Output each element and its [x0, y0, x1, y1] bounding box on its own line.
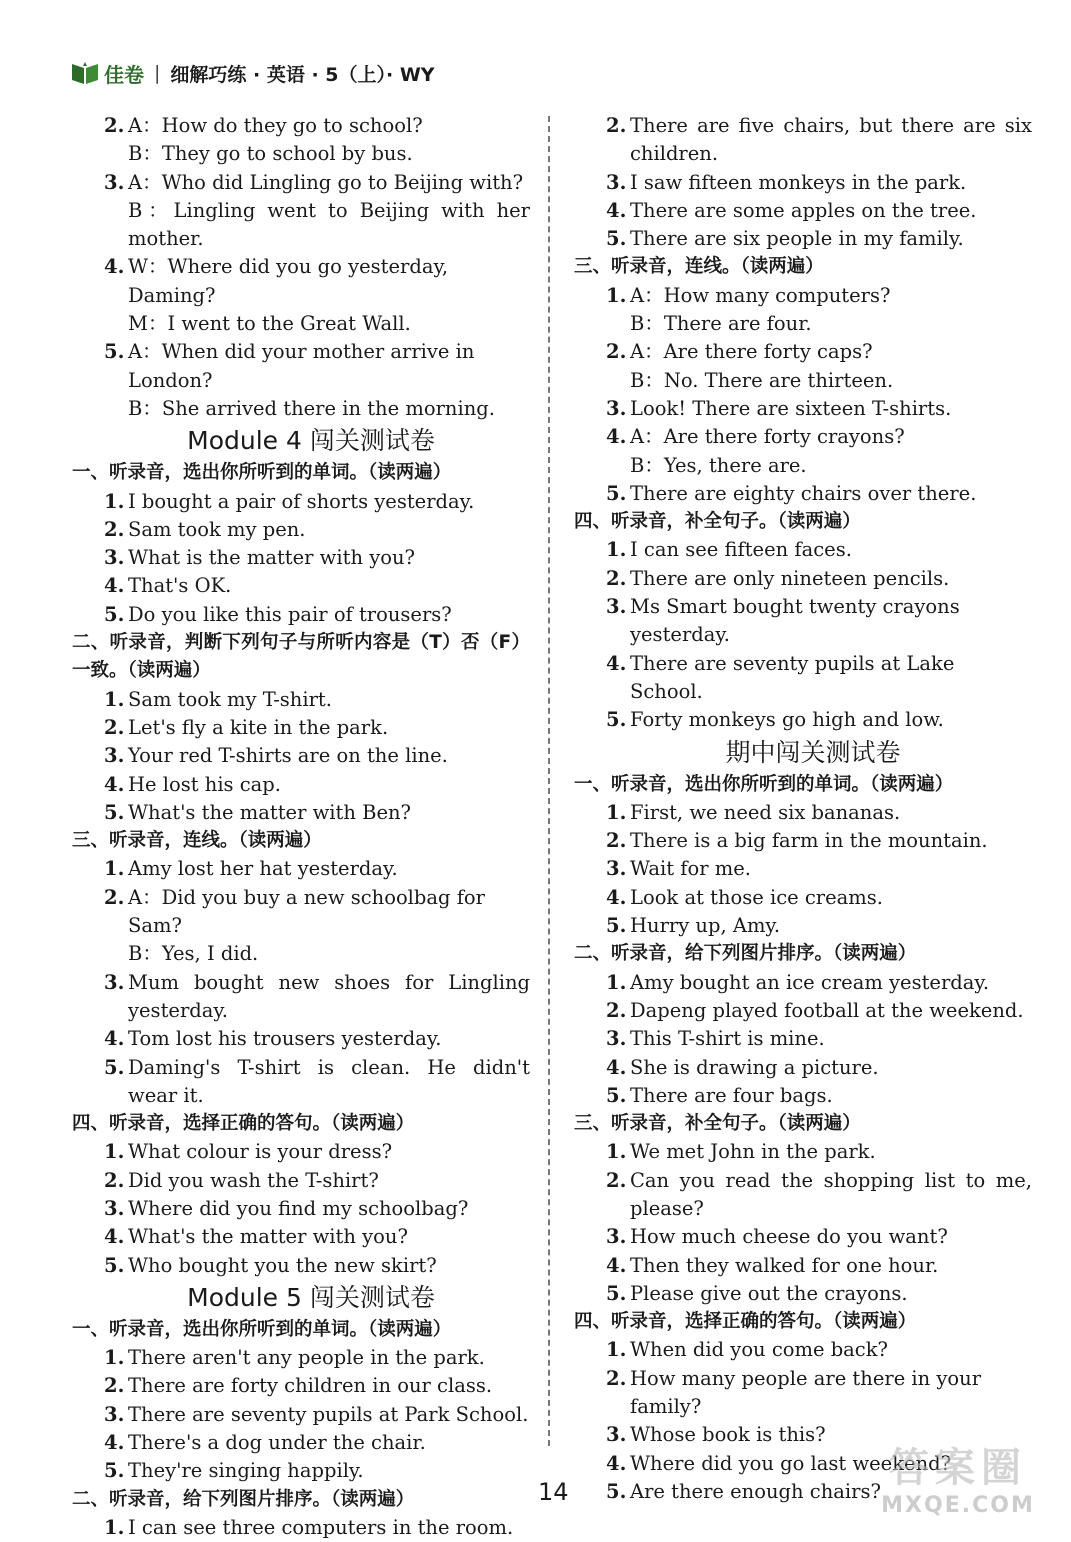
- item-text: Mum bought new shoes for Lingling yesterday.: [128, 970, 530, 1022]
- item-text: There are some apples on the tree.: [630, 198, 977, 222]
- item-text: There are seventy pupils at Park School.: [128, 1402, 529, 1426]
- item-text: Look at those ice creams.: [630, 885, 883, 909]
- item-text: Daming's T-shirt is clean. He didn't wear it.: [128, 1055, 530, 1107]
- item-text: There are six people in my family.: [630, 227, 964, 251]
- dialogue-line: B：She arrived there in the morning.: [128, 396, 495, 420]
- list-item: [72, 544, 530, 572]
- item-text: We met John in the park.: [630, 1140, 876, 1164]
- item-text: First, we need six bananas.: [630, 800, 901, 824]
- item-number: 4.: [104, 1431, 125, 1455]
- list-item: [72, 969, 530, 1026]
- list-item: [72, 1429, 530, 1457]
- list-item: [574, 1252, 1032, 1280]
- list-item: [574, 536, 1032, 564]
- item-number: 2.: [104, 114, 125, 137]
- list-item: [72, 1457, 530, 1485]
- item-number: 2.: [606, 829, 627, 853]
- book-icon: [70, 60, 100, 86]
- list-item: [72, 1401, 530, 1429]
- item-text: How many people are there in your family?: [630, 1366, 982, 1419]
- item-text: This T-shirt is mine.: [630, 1027, 825, 1051]
- section-heading: 一、听录音，选出你所听到的单词。（读两遍）: [574, 773, 954, 795]
- item-text: Your red T-shirts are on the line.: [128, 744, 448, 768]
- dialogue-line: B：Yes, I did.: [128, 942, 259, 966]
- list-item: [574, 997, 1032, 1025]
- section-heading: 四、听录音，选择正确的答句。（读两遍）: [574, 1311, 917, 1333]
- left-column: [72, 112, 530, 1542]
- list-item: [574, 1365, 1032, 1422]
- list-item: [574, 799, 1032, 827]
- item-text: Ms Smart bought twenty crayons yesterday.: [630, 595, 960, 647]
- item-number: 2.: [606, 566, 627, 590]
- list-item: [574, 855, 1032, 883]
- item-number: 4.: [104, 574, 125, 598]
- item-text: That's OK.: [128, 574, 232, 598]
- item-number: 3.: [104, 744, 125, 768]
- item-text: Do you like this pair of trousers?: [128, 602, 452, 626]
- item-number: 1.: [104, 1515, 125, 1539]
- item-number: 5.: [606, 481, 627, 505]
- item-text: What's the matter with Ben?: [128, 800, 412, 824]
- list-item: [574, 1167, 1032, 1224]
- item-number: 5.: [104, 340, 125, 364]
- list-item: [72, 855, 530, 883]
- item-number: 5.: [606, 914, 627, 938]
- item-number: 5.: [104, 1055, 125, 1079]
- section-heading: 三、听录音，连线。（读两遍）: [574, 256, 824, 278]
- item-text: When did you come back?: [630, 1338, 889, 1362]
- item-text: A：How do they go to school?: [128, 114, 423, 137]
- item-number: 5.: [606, 1281, 627, 1305]
- item-text: A：Are there forty crayons?: [630, 425, 905, 449]
- list-item: [574, 1054, 1032, 1082]
- list-item: [72, 572, 530, 600]
- item-number: 1.: [104, 857, 125, 881]
- item-number: 3.: [606, 595, 627, 619]
- list-item: [72, 338, 530, 395]
- item-number: 5.: [606, 708, 627, 732]
- list-item: [72, 686, 530, 714]
- item-number: 1.: [606, 283, 627, 307]
- item-text: Can you read the shopping list to me, please?: [630, 1168, 1032, 1220]
- item-number: 4.: [104, 1225, 125, 1249]
- list-item: [574, 338, 1032, 366]
- section-heading: 三、听录音，连线。（读两遍）: [72, 830, 322, 852]
- list-item: [72, 884, 530, 941]
- item-number: 1.: [606, 800, 627, 824]
- item-number: 5.: [104, 800, 125, 824]
- list-item: [72, 1252, 530, 1280]
- item-number: 4.: [606, 1055, 627, 1079]
- list-item: [72, 1372, 530, 1400]
- item-number: 3.: [104, 1402, 125, 1426]
- item-number: 5.: [606, 227, 627, 251]
- item-number: 5.: [606, 1479, 627, 1503]
- item-text: Then they walked for one hour.: [630, 1253, 939, 1277]
- test-title: Module 4 闯关测试卷: [187, 426, 435, 456]
- item-number: 3.: [104, 546, 125, 570]
- item-text: Sam took my pen.: [128, 517, 306, 541]
- list-item: [574, 169, 1032, 197]
- item-number: 1.: [606, 1338, 627, 1362]
- item-number: 4.: [606, 1451, 627, 1475]
- item-number: 1.: [104, 489, 125, 513]
- item-text: I saw fifteen monkeys in the park.: [630, 170, 967, 194]
- watermark-logo-text: 答案圈: [889, 1445, 1027, 1491]
- item-text: I bought a pair of shorts yesterday.: [128, 489, 475, 513]
- item-number: 3.: [104, 170, 125, 194]
- list-item: [72, 1138, 530, 1166]
- list-item: [72, 516, 530, 544]
- right-column: [574, 112, 1032, 1506]
- list-item: [574, 969, 1032, 997]
- section-heading: 二、听录音，给下列图片排序。（读两遍）: [574, 943, 917, 965]
- list-item: [574, 593, 1032, 650]
- item-text: Wait for me.: [630, 857, 751, 881]
- item-number: 2.: [606, 998, 627, 1022]
- list-item: [574, 1025, 1032, 1053]
- list-item: [574, 827, 1032, 855]
- item-text: Are there enough chairs?: [630, 1479, 881, 1503]
- item-number: 3.: [606, 1225, 627, 1249]
- list-item: [72, 488, 530, 516]
- list-item: [72, 1025, 530, 1053]
- book-title: 细解巧练 · 英语 · 5（上）· WY: [170, 63, 435, 86]
- list-item: [574, 1223, 1032, 1251]
- list-item: [72, 112, 530, 140]
- item-text: There are eighty chairs over there.: [630, 481, 977, 505]
- item-number: 3.: [104, 1196, 125, 1220]
- item-text: Sam took my T-shirt.: [128, 687, 332, 711]
- column-divider: [548, 116, 550, 1446]
- item-number: 4.: [606, 1253, 627, 1277]
- list-item: [72, 1054, 530, 1111]
- item-number: 2.: [606, 1366, 627, 1390]
- item-text: What colour is your dress?: [128, 1140, 393, 1164]
- item-number: 2.: [104, 1374, 125, 1398]
- header-separator: |: [154, 62, 161, 84]
- dialogue-line: M：I went to the Great Wall.: [128, 312, 411, 336]
- list-item: [574, 1280, 1032, 1308]
- list-item: [72, 799, 530, 827]
- list-item: [72, 1514, 530, 1542]
- test-title: 期中闯关测试卷: [725, 737, 901, 767]
- list-item: [574, 395, 1032, 423]
- item-number: 1.: [606, 970, 627, 994]
- item-number: 1.: [104, 1346, 125, 1370]
- page-number: 14: [538, 1478, 569, 1506]
- item-number: 3.: [606, 1027, 627, 1051]
- item-text: Who bought you the new skirt?: [128, 1253, 437, 1277]
- list-item: [574, 225, 1032, 253]
- item-number: 1.: [606, 538, 627, 562]
- list-item: [574, 480, 1032, 508]
- item-text: Where did you find my schoolbag?: [128, 1196, 469, 1220]
- item-text: Tom lost his trousers yesterday.: [128, 1027, 442, 1051]
- item-number: 2.: [104, 1168, 125, 1192]
- item-number: 4.: [104, 255, 125, 279]
- list-item: [72, 1223, 530, 1251]
- item-text: A：Are there forty caps?: [630, 340, 873, 364]
- item-text: Look! There are sixteen T-shirts.: [630, 396, 952, 420]
- logo-text: 佳卷: [104, 62, 144, 87]
- item-text: Dapeng played football at the weekend.: [630, 998, 1024, 1022]
- list-item: [72, 771, 530, 799]
- list-item: [72, 601, 530, 629]
- list-item: [72, 742, 530, 770]
- list-item: [72, 1167, 530, 1195]
- item-text: I can see three computers in the room.: [128, 1515, 514, 1539]
- dialogue-line: B：Lingling went to Beijing with her mother.: [128, 198, 530, 251]
- section-heading: 二、听录音，给下列图片排序。（读两遍）: [72, 1488, 415, 1510]
- item-text: I can see fifteen faces.: [630, 538, 852, 562]
- item-number: 1.: [606, 1140, 627, 1164]
- section-heading: 一、听录音，选出你所听到的单词。（读两遍）: [72, 1318, 452, 1340]
- list-item: [72, 714, 530, 742]
- item-number: 3.: [606, 396, 627, 420]
- publisher-logo: [70, 59, 144, 88]
- item-number: 4.: [104, 772, 125, 796]
- item-number: 2.: [606, 114, 627, 137]
- section-heading: 二、听录音，判断下列句子与所听内容是（T）否（F）一致。（读两遍）: [72, 632, 530, 682]
- item-number: 2.: [606, 340, 627, 364]
- item-text: Hurry up, Amy.: [630, 914, 781, 938]
- item-text: They're singing happily.: [128, 1459, 364, 1483]
- watermark-url: MXQE.COM: [881, 1493, 1035, 1518]
- item-text: There are seventy pupils at Lake School.: [630, 651, 955, 703]
- item-text: Did you wash the T-shirt?: [128, 1168, 379, 1192]
- list-item: [574, 706, 1032, 734]
- list-item: [72, 253, 530, 310]
- item-text: She is drawing a picture.: [630, 1055, 879, 1079]
- item-text: A：Who did Lingling go to Beijing with?: [128, 170, 524, 194]
- item-number: 5.: [104, 1459, 125, 1483]
- item-text: Forty monkeys go high and low.: [630, 708, 944, 732]
- item-number: 4.: [104, 1027, 125, 1051]
- section-heading: 四、听录音，补全句子。（读两遍）: [574, 511, 861, 533]
- item-number: 5.: [606, 1083, 627, 1107]
- item-number: 4.: [606, 885, 627, 909]
- item-number: 3.: [606, 857, 627, 881]
- item-number: 5.: [104, 602, 125, 626]
- list-item: [574, 1082, 1032, 1110]
- item-text: A：When did your mother arrive in London?: [128, 340, 475, 392]
- list-item: [574, 650, 1032, 707]
- item-text: Whose book is this?: [630, 1423, 826, 1447]
- item-number: 1.: [104, 1140, 125, 1164]
- item-text: There is a big farm in the mountain.: [630, 829, 988, 853]
- dialogue-line: B：They go to school by bus.: [128, 142, 413, 166]
- item-number: 3.: [104, 970, 125, 994]
- page-header: [70, 56, 435, 90]
- item-text: A：Did you buy a new schoolbag for Sam?: [128, 885, 485, 938]
- item-text: Let's fly a kite in the park.: [128, 715, 389, 739]
- item-text: What's the matter with you?: [128, 1225, 408, 1249]
- section-heading: 三、听录音，补全句子。（读两遍）: [574, 1113, 861, 1135]
- list-item: [574, 884, 1032, 912]
- item-text: Amy lost her hat yesterday.: [128, 857, 398, 881]
- item-text: How much cheese do you want?: [630, 1225, 948, 1249]
- list-item: [574, 423, 1032, 451]
- item-number: 5.: [104, 1253, 125, 1277]
- item-text: Please give out the crayons.: [630, 1281, 908, 1305]
- list-item: [574, 912, 1032, 940]
- item-number: 4.: [606, 425, 627, 449]
- item-text: There's a dog under the chair.: [128, 1431, 426, 1455]
- item-text: Where did you go last weekend?: [630, 1451, 952, 1475]
- section-heading: 四、听录音，选择正确的答句。（读两遍）: [72, 1113, 415, 1135]
- list-item: [574, 112, 1032, 169]
- list-item: [574, 1336, 1032, 1364]
- item-number: 3.: [606, 170, 627, 194]
- section-heading: 一、听录音，选出你所听到的单词。（读两遍）: [72, 462, 452, 484]
- list-item: [72, 169, 530, 197]
- item-text: There are five chairs, but there are six children.: [630, 114, 1032, 166]
- list-item: [72, 1344, 530, 1372]
- dialogue-line: B：Yes, there are.: [630, 453, 807, 477]
- item-number: 2.: [104, 517, 125, 541]
- list-item: [574, 1138, 1032, 1166]
- item-number: 2.: [606, 1168, 627, 1192]
- item-number: 2.: [104, 715, 125, 739]
- item-number: 4.: [606, 651, 627, 675]
- list-item: [72, 1195, 530, 1223]
- item-text: A：How many computers?: [630, 283, 891, 307]
- item-text: W：Where did you go yesterday, Daming?: [128, 255, 449, 307]
- item-text: He lost his cap.: [128, 772, 281, 796]
- list-item: [574, 282, 1032, 310]
- item-text: What is the matter with you?: [128, 546, 415, 570]
- item-text: There are forty children in our class.: [128, 1374, 493, 1398]
- list-item: [574, 565, 1032, 593]
- watermark: [863, 1436, 1053, 1528]
- dialogue-line: B：No. There are thirteen.: [630, 368, 894, 392]
- item-number: 4.: [606, 198, 627, 222]
- item-text: There aren't any people in the park.: [128, 1346, 485, 1370]
- item-number: 1.: [104, 687, 125, 711]
- dialogue-line: B：There are four.: [630, 312, 812, 336]
- item-text: There are four bags.: [630, 1083, 833, 1107]
- list-item: [574, 197, 1032, 225]
- item-number: 2.: [104, 885, 125, 909]
- item-text: Amy bought an ice cream yesterday.: [630, 970, 990, 994]
- item-text: There are only nineteen pencils.: [630, 566, 950, 590]
- test-title: Module 5 闯关测试卷: [187, 1282, 435, 1312]
- item-number: 3.: [606, 1423, 627, 1447]
